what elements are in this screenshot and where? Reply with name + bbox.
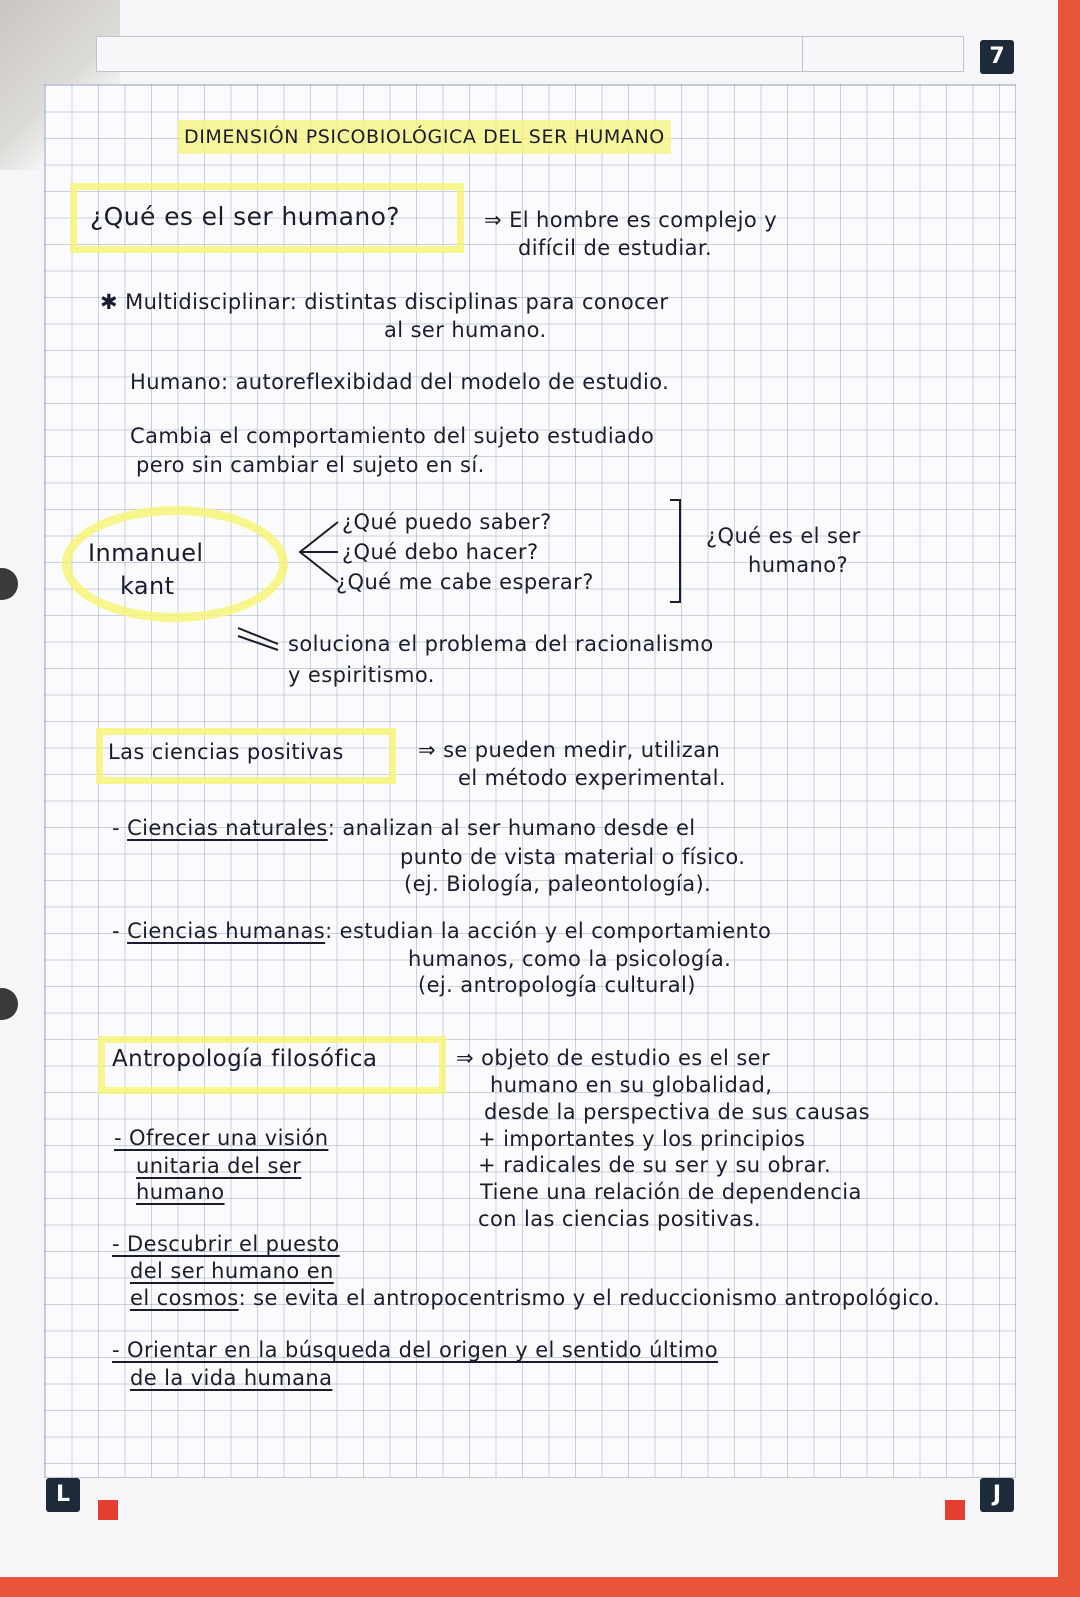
antropologia-label: Antropología filosófica [112,1046,378,1072]
antropologia-definition: ⇒ objeto de estudio es el ser [456,1046,771,1070]
page-title: DIMENSIÓN PSICOBIOLÓGICA DEL SER HUMANO [184,126,665,148]
descubrir-line: del ser humano en [130,1259,334,1283]
orientar-line: - Orientar en la búsqueda del origen y el sentido último [112,1338,719,1362]
kant-question: ¿Qué debo hacer? [342,540,539,564]
kant-question: ¿Qué me cabe esperar? [336,570,594,594]
ciencias-humanas-line: (ej. antropología cultural) [418,973,696,997]
ciencias-naturales-def: : analizan al ser humano desde el [327,816,696,840]
orientar-line: de la vida humana [130,1366,333,1390]
ciencias-humanas-def: : estudian la acción y el comportamiento [325,919,772,943]
kant-summary: ¿Qué es el ser [706,524,861,548]
page-logo-bottom-left: L [46,1478,80,1512]
ciencias-naturales-line: punto de vista material o físico. [400,845,746,869]
answer-line: difícil de estudiar. [518,236,713,260]
descubrir-line [130,1286,940,1310]
ciencias-humanas-line: - Ciencias humanas: estudian la acción y el comportamiento [112,919,772,943]
antropologia-definition: + radicales de su ser y su obrar. [478,1153,832,1177]
ciencias-positivas-label: Las ciencias positivas [108,740,344,764]
antropologia-definition: + importantes y los principios [478,1127,806,1151]
ofrecer-line: humano [136,1180,225,1204]
descubrir-term: el cosmos [130,1286,239,1310]
page-logo-top-right: 7 [980,40,1014,74]
antropologia-definition: humano en su globalidad, [490,1073,773,1097]
answer-line: ⇒ El hombre es complejo y [484,208,778,232]
multidisciplinar-line: ✱ Multidisciplinar: distintas disciplinas para conocer [100,290,669,314]
descubrir-def: : se evita el antropocentrismo y el reduccionismo antropológico. [238,1286,941,1310]
antropologia-definition: con las ciencias positivas. [478,1207,761,1231]
page-logo-bottom-right: J [980,1478,1014,1512]
ciencias-humanas-term: Ciencias humanas [127,919,326,943]
humano-line: Humano: autoreflexibidad del modelo de estudio. [130,370,670,394]
cambia-line: Cambia el comportamiento del sujeto estudiado [130,424,655,448]
question-what-is-human: ¿Qué es el ser humano? [90,202,400,231]
kant-summary: humano? [748,553,849,577]
cambia-line: pero sin cambiar el sujeto en sí. [136,453,485,477]
kant-question: ¿Qué puedo saber? [342,510,552,534]
kant-name: Inmanuel [88,539,204,567]
positivas-definition: ⇒ se pueden medir, utilizan [418,738,721,762]
antropologia-definition: Tiene una relación de dependencia [480,1180,862,1204]
ciencias-naturales-term: Ciencias naturales [127,816,328,840]
kant-name: kant [120,572,175,600]
positivas-definition: el método experimental. [458,766,726,790]
ciencias-naturales-line: (ej. Biología, paleontología). [404,872,712,896]
ciencias-naturales-line: - Ciencias naturales: analizan al ser humano desde el [112,816,696,840]
antropologia-definition: desde la perspectiva de sus causas [484,1100,871,1124]
ofrecer-line: - Ofrecer una visión [114,1126,329,1150]
multidisciplinar-line: al ser humano. [384,318,547,342]
ciencias-humanas-line: humanos, como la psicología. [408,947,732,971]
descubrir-line: - Descubrir el puesto [112,1232,340,1256]
kant-solution: soluciona el problema del racionalismo [288,632,714,656]
ofrecer-line: unitaria del ser [136,1154,302,1178]
kant-solution: y espiritismo. [288,663,435,687]
